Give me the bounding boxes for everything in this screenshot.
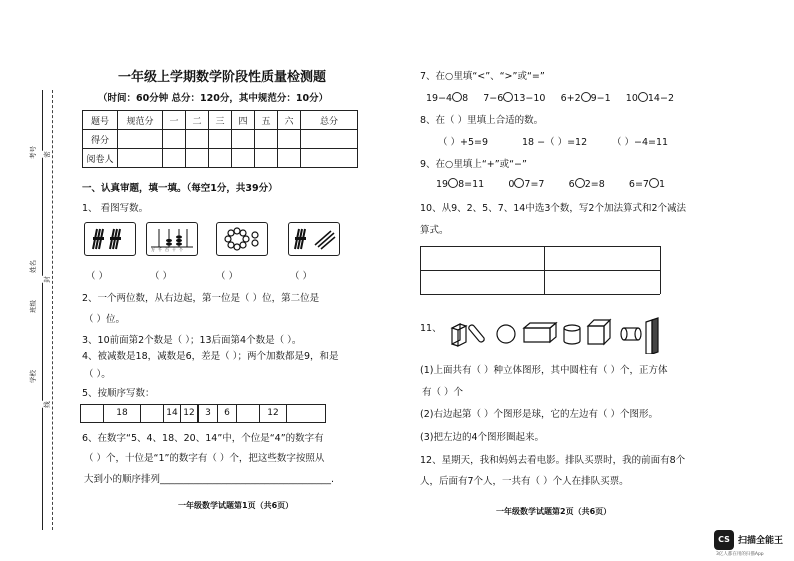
sticks-image [288,222,340,256]
question-11-part-1: (1)上面共有（ ）种立体图形，其中圆柱有（ ）个，正方体 [420,365,668,376]
abacus-place-label: 个 [179,247,183,252]
operator-circle[interactable] [448,178,458,188]
sequence-cell[interactable] [81,405,104,422]
score-table-cell: 题号 [83,111,118,130]
grader-input-cell[interactable] [186,149,209,168]
side-label-kaohao: 考号 [29,146,37,159]
abacus-place-label: 千 [158,247,162,252]
side-label-feng: 封 [42,276,51,283]
side-label-xuexiao: 学校 [29,370,37,383]
q1-answer-blank[interactable]: （ ） [216,271,239,282]
sequence-cell[interactable] [237,405,260,422]
watermark-name: 扫描全能王 [738,536,784,546]
score-table-cell: 总分 [301,111,358,130]
q7-expr: 14−2 [647,93,674,104]
q9-expr: 6=7 [628,179,649,190]
q7-expr: 19−4 [426,93,453,104]
left-page-footer: 一年级数学试题第1页（共6页） [178,501,294,510]
page-subtitle: （时间：60分钟 总分：120分，其中规范分：10分） [98,93,329,104]
grader-input-cell[interactable] [209,149,232,168]
abacus-place-label: 十 [172,247,176,252]
score-table-cell: 五 [255,111,278,130]
score-table-cell: 得分 [83,130,118,149]
q8-item[interactable]: （ ）+5=9 [438,137,489,148]
cylinder-icon [621,328,641,340]
camscanner-logo-icon: CS [714,530,734,550]
question-6-cont: （ ）个，十位是“1”的数字有（ ）个，把这些数字按照从 [84,453,325,464]
grader-input-cell[interactable] [163,149,186,168]
cube-icon [452,324,466,346]
q7-expr: 13−10 [513,93,546,104]
q9-expr: 7=7 [524,179,545,190]
sequence-cell[interactable]: 18 [104,405,141,422]
score-input-cell[interactable] [163,130,186,149]
q7-expr: 8 [462,93,469,104]
grader-input-cell[interactable] [118,149,163,168]
watermark-tagline: 3亿人都在用的扫描App [716,552,764,557]
sequence-cell[interactable]: 12 [260,405,287,422]
grader-input-cell[interactable] [278,149,301,168]
q10-answer-grid[interactable] [420,246,660,296]
score-table-cell: 三 [209,111,232,130]
question-4-cont: （ ）。 [84,369,111,380]
score-table-cell: 六 [278,111,301,130]
q9-expr: 6 [568,179,575,190]
q9-expr: 19 [436,179,449,190]
right-page-footer: 一年级数学试题第2页（共6页） [496,507,612,516]
sequence-cell[interactable] [141,405,164,422]
page-title: 一年级上学期数学阶段性质量检测题 [118,70,327,85]
sequence-box-2 [198,404,326,423]
sequence-cell[interactable]: 14 [164,405,181,422]
q1-answer-blank[interactable]: （ ） [290,271,313,282]
score-table [82,110,358,168]
question-12-cont: 人，后面有7个人，一共有（ ）个人在排队买票。 [420,476,629,487]
binding-line-2 [52,90,53,530]
question-3: 3、10前面第2个数是（ ）；13后面第4个数是（ ）。 [82,335,302,346]
operator-circle[interactable] [649,178,659,188]
cylinder-icon [469,325,484,342]
abacus-image [146,222,198,256]
cuboid-icon [646,318,658,354]
sphere-icon [497,325,515,343]
question-4: 4、被减数是18，减数是6，差是（ ）；两个加数都是9，和是 [82,351,339,362]
question-11-part-2: (2)右边起第（ ）个图形是球，它的左边有（ ）个图形。 [420,409,658,420]
bundle-sticks-icon [85,223,135,255]
compare-circle[interactable] [503,92,513,102]
operator-circle[interactable] [514,178,524,188]
grader-input-cell[interactable] [301,149,358,168]
question-2-cont: （ ）位。 [84,314,126,325]
bundle-sticks-image [84,222,136,256]
sticks-icon [289,223,339,255]
score-input-cell[interactable] [278,130,301,149]
grader-input-cell[interactable] [232,149,255,168]
question-6-cont2: 大到小的顺序排列____________________________________. [84,474,335,485]
compare-circle[interactable] [452,92,462,102]
operator-circle[interactable] [575,178,585,188]
question-11-part-3: (3)把左边的4个图形圈起来。 [420,432,545,443]
q7-expr: 10 [625,93,638,104]
q9-items [436,178,665,190]
score-table-row-grader [83,149,358,168]
sequence-cell[interactable]: 6 [218,405,237,422]
solid-shapes-row [446,314,676,354]
q9-expr: 2=8 [584,179,605,190]
question-11: 11、 [420,323,442,334]
sequence-cell[interactable]: 12 [183,408,195,418]
question-6: 6、在数字“5、4、18、20、14”中，个位是“4”的数字有 [82,433,324,444]
score-input-cell[interactable] [232,130,255,149]
score-table-cell: 阅卷人 [83,149,118,168]
q7-items [426,92,674,104]
sequence-cell[interactable] [287,405,325,422]
circles-image [216,222,268,256]
score-table-cell: 规范分 [118,111,163,130]
question-8: 8、在（ ）里填上合适的数。 [420,115,544,126]
score-input-cell[interactable] [118,130,163,149]
score-input-cell[interactable] [255,130,278,149]
q8-item[interactable]: 18 −（ ）=12 [522,137,588,148]
question-11-part-1-cont: 有（ ）个 [422,387,464,398]
side-label-xingming: 姓名 [29,260,37,273]
question-1: 1、 看图写数。 [82,203,149,214]
score-table-cell: 四 [232,111,255,130]
q7-expr: 7−6 [483,93,504,104]
score-table-cell: 一 [163,111,186,130]
side-label-banji: 班级 [29,300,37,313]
compare-circle[interactable] [638,92,648,102]
question-10: 10、从9、2、5、7、14中选3个数，写2个加法算式和2个减法 [420,203,686,214]
score-input-cell[interactable] [209,130,232,149]
cube-icon [588,320,610,344]
abacus-place-label: 百 [165,247,169,252]
score-table-cell: 二 [186,111,209,130]
side-label-mi: 密 [42,151,51,158]
question-12: 12、星期天，我和妈妈去看电影。排队买票时，我的前面有8个 [420,455,686,466]
question-5: 5、按顺序写数： [82,388,155,399]
sequence-box-1 [80,404,198,423]
cylinder-icon [564,325,580,344]
q7-expr: 9−1 [590,93,611,104]
question-2: 2、一个两位数，从右边起，第一位是（ ）位，第二位是 [82,293,320,304]
score-input-cell[interactable] [186,130,209,149]
q7-expr: 6+2 [560,93,581,104]
grader-input-cell[interactable] [255,149,278,168]
q1-answer-blank[interactable]: （ ） [150,271,173,282]
score-table-header-row [83,111,358,130]
q1-answer-blank[interactable]: （ ） [86,271,109,282]
score-input-cell[interactable] [301,130,358,149]
question-7: 7、在○里填“<”、“>”或“=” [420,71,545,82]
score-table-row-score [83,130,358,149]
compare-circle[interactable] [581,92,591,102]
side-label-xian: 线 [42,401,51,408]
q9-expr: 8=11 [458,179,485,190]
cuboid-icon [524,323,556,342]
q9-expr: 1 [658,179,666,190]
section-1-heading: 一、认真审题，填一填。（每空1分，共39分） [82,183,278,194]
abacus-place-label: 万 [151,247,155,252]
q9-expr: 0 [508,179,515,190]
q8-item[interactable]: （ ）−4=11 [612,137,669,148]
question-10-cont: 算式。 [420,225,449,236]
question-9: 9、在○里填上“+”或“−” [420,159,527,170]
sequence-cell[interactable]: 3 [199,405,218,422]
circles-icon [217,223,267,255]
